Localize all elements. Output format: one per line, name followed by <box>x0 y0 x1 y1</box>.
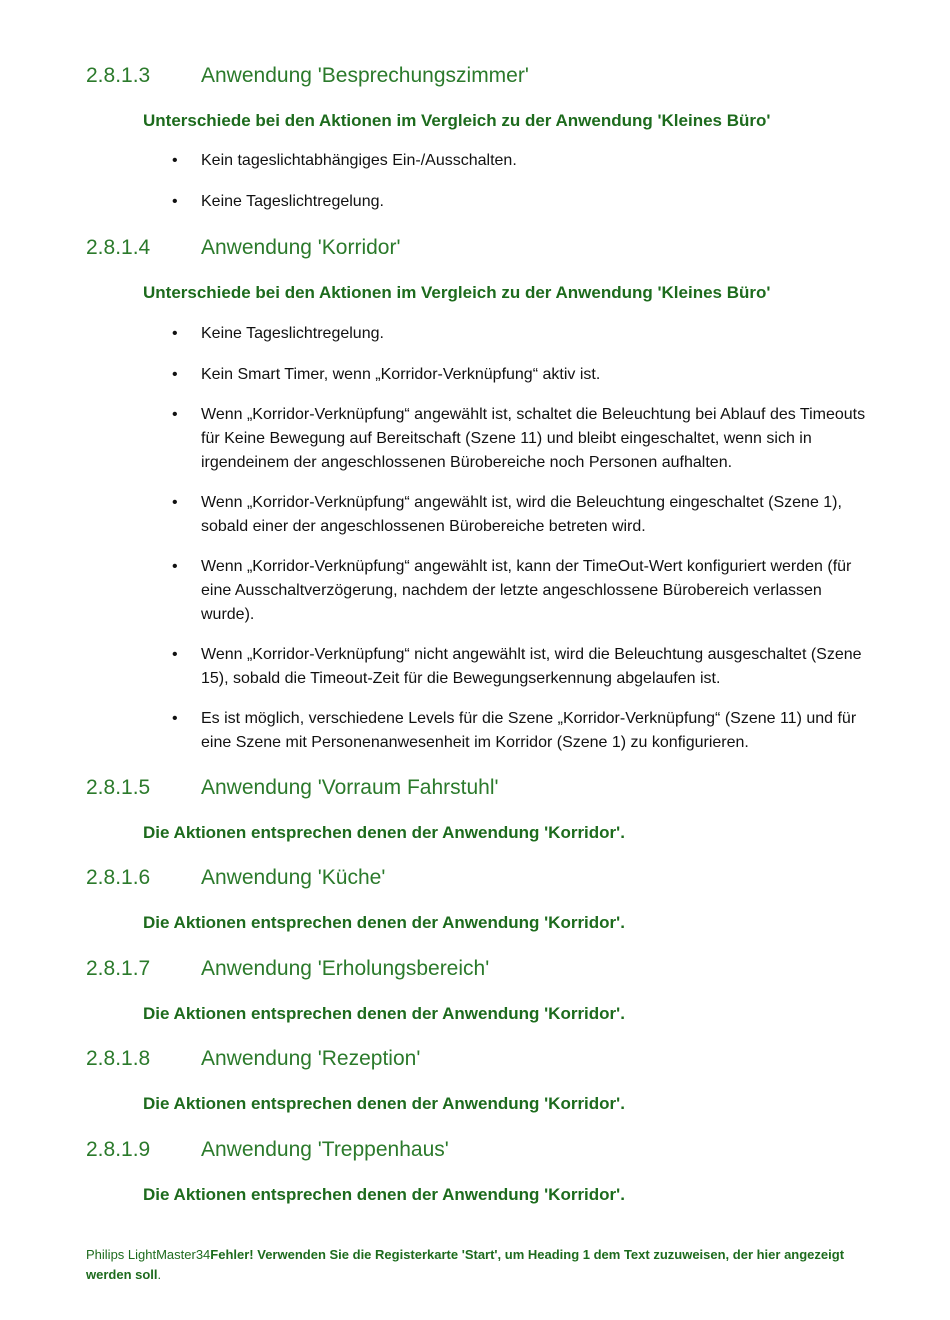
section-number: 2.8.1.8 <box>86 1047 151 1070</box>
section-number: 2.8.1.3 <box>86 64 151 87</box>
bullet-icon: • <box>172 325 178 342</box>
bullet-icon: • <box>172 710 178 727</box>
section-title: Anwendung 'Treppenhaus' <box>201 1138 449 1161</box>
section-title: Anwendung 'Vorraum Fahrstuhl' <box>201 776 499 799</box>
section-number: 2.8.1.5 <box>86 776 151 799</box>
section-heading-2-8-1-6 <box>86 866 385 890</box>
list-item-text: Es ist möglich, verschiedene Levels für die Szene „Korridor-Verknüpfung“ (Szene 11) und für eine Szene mit Personenanwesenheit im Korridor (Szene 1) zu konfigurieren. <box>201 710 857 751</box>
section-number: 2.8.1.6 <box>86 866 151 889</box>
differences-subheading: Unterschiede bei den Aktionen im Vergleich zu der Anwendung 'Kleines Büro' <box>143 111 771 130</box>
list-item-text: Keine Tageslichtregelung. <box>201 193 384 210</box>
section-title: Anwendung 'Erholungsbereich' <box>201 957 490 980</box>
section-number: 2.8.1.4 <box>86 236 151 259</box>
bullet-icon: • <box>172 152 178 169</box>
page-footer <box>86 1245 856 1285</box>
bullet-icon: • <box>172 366 178 383</box>
section-heading-2-8-1-3 <box>86 64 529 88</box>
list-item-text: Keine Tageslichtregelung. <box>201 325 384 342</box>
footer-field-error: Fehler! Verwenden Sie die Registerkarte 'Start', um Heading 1 dem Text zuzuweisen, der hier angezeigt werden soll <box>86 1247 845 1282</box>
list-item-text: Wenn „Korridor-Verknüpfung“ angewählt ist, schaltet die Beleuchtung bei Ablauf des Timeouts für Keine Bewegung auf Bereitschaft (Szene 11) und bleibt eingeschaltet, wenn sich in irgendeinem der angeschlossenen Bürobereiche noch Personen aufhalten. <box>201 406 866 471</box>
bullet-icon: • <box>172 494 178 511</box>
list-item-text: Wenn „Korridor-Verknüpfung“ angewählt ist, kann der TimeOut-Wert konfiguriert werden (für eine Ausschaltverzögerung, nachdem der letzte angeschlossene Bürobereich verlassen wurde). <box>201 558 852 623</box>
section-title: Anwendung 'Rezeption' <box>201 1047 421 1070</box>
list-item-text: Kein Smart Timer, wenn „Korridor-Verknüpfung“ aktiv ist. <box>201 366 601 383</box>
section-heading-2-8-1-8 <box>86 1047 420 1071</box>
list-item-text: Kein tageslichtabhängiges Ein-/Ausschalten. <box>201 152 517 169</box>
section-title: Anwendung 'Küche' <box>201 866 386 889</box>
same-as-korridor-note: Die Aktionen entsprechen denen der Anwendung 'Korridor'. <box>143 1185 625 1204</box>
section-number: 2.8.1.9 <box>86 1138 151 1161</box>
bullet-icon: • <box>172 558 178 575</box>
section-heading-2-8-1-5 <box>86 776 499 800</box>
section-title: Anwendung 'Besprechungszimmer' <box>201 64 529 87</box>
same-as-korridor-note: Die Aktionen entsprechen denen der Anwendung 'Korridor'. <box>143 1094 625 1113</box>
section-title: Anwendung 'Korridor' <box>201 236 401 259</box>
section-number: 2.8.1.7 <box>86 957 151 980</box>
same-as-korridor-note: Die Aktionen entsprechen denen der Anwendung 'Korridor'. <box>143 823 625 842</box>
list-item-text: Wenn „Korridor-Verknüpfung“ nicht angewählt ist, wird die Beleuchtung ausgeschaltet (Szene 15), sobald die Timeout-Zeit für die Bewegungserkennung abgelaufen ist. <box>201 646 862 687</box>
footer-end: . <box>157 1267 162 1282</box>
bullet-icon: • <box>172 406 178 423</box>
section-heading-2-8-1-9 <box>86 1138 449 1162</box>
section-heading-2-8-1-4 <box>86 236 400 260</box>
footer-brand: Philips LightMaster34 <box>86 1247 211 1262</box>
same-as-korridor-note: Die Aktionen entsprechen denen der Anwendung 'Korridor'. <box>143 1004 625 1023</box>
list-item-text: Wenn „Korridor-Verknüpfung“ angewählt ist, wird die Beleuchtung eingeschaltet (Szene 1), sobald einer der angeschlossenen Bürobereiche betreten wird. <box>201 494 842 535</box>
bullet-icon: • <box>172 646 178 663</box>
bullet-icon: • <box>172 193 178 210</box>
same-as-korridor-note: Die Aktionen entsprechen denen der Anwendung 'Korridor'. <box>143 913 625 932</box>
differences-subheading: Unterschiede bei den Aktionen im Vergleich zu der Anwendung 'Kleines Büro' <box>143 283 771 302</box>
section-heading-2-8-1-7 <box>86 957 489 981</box>
